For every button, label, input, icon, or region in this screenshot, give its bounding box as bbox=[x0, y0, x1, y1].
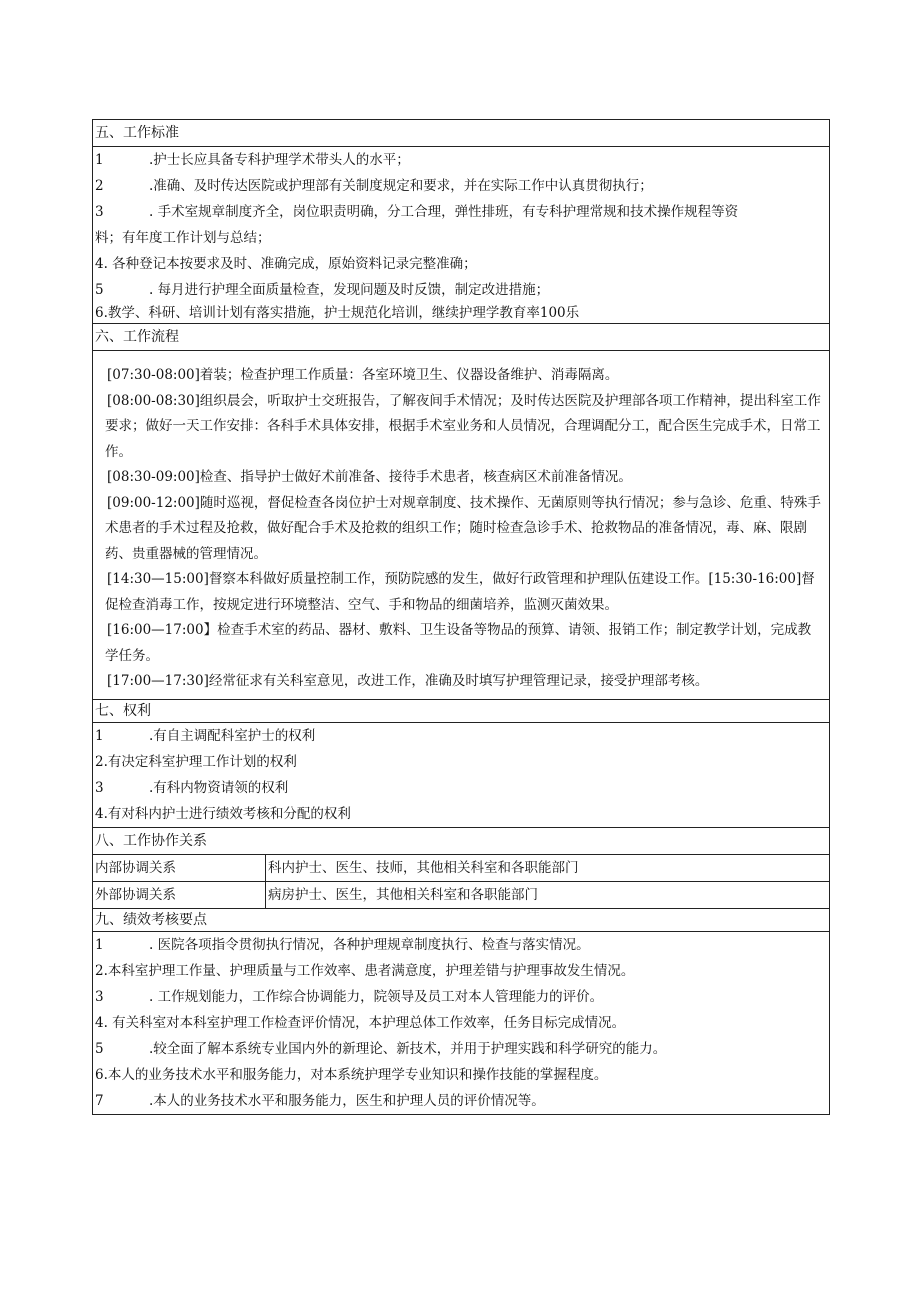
workflow-body bbox=[93, 351, 829, 700]
item-text: . 工作规划能力，工作综合协调能力，院领导及员工对本人管理能力的评价。 bbox=[149, 988, 604, 1005]
item-text: 2.有决定科室护理工作计划的权利 bbox=[95, 753, 297, 770]
workflow-paragraph: [14:30—15:00]督察本科做好质量控制工作，预防院感的发生，做好行政管理和护理队伍建设工作。[15:30-16:00]督促检查消毒工作，按规定进行环境整洁、空气、手和物品的细菌培养，监测灭菌效果。 bbox=[105, 571, 815, 613]
item-number: 3 bbox=[95, 204, 104, 220]
workflow-paragraph: [08:30-09:00]检查、指导护士做好术前准备、接待手术患者，核查病区术前准备情况。 bbox=[107, 469, 632, 485]
list-item bbox=[93, 984, 829, 1010]
list-item bbox=[93, 958, 829, 984]
workflow-paragraph: [07:30-08:00]着装；检查护理工作质量：各室环境卫生、仪器设备维护、消毒隔离。 bbox=[107, 367, 619, 383]
item-number: 5 bbox=[95, 282, 104, 298]
item-text: . 医院各项指令贯彻执行情况，各种护理规章制度执行、检查与落实情况。 bbox=[149, 936, 590, 953]
item-text: 2.本科室护理工作量、护理质量与工作效率、患者满意度，护理差错与护理事故发生情况。 bbox=[95, 962, 635, 979]
list-item-continued bbox=[93, 225, 829, 251]
list-item bbox=[93, 1010, 829, 1036]
list-item bbox=[93, 1062, 829, 1088]
cooperation-row-external bbox=[93, 882, 829, 909]
item-text: 料；有年度工作计划与总结； bbox=[95, 230, 271, 246]
list-item bbox=[93, 775, 829, 801]
list-item bbox=[93, 1088, 829, 1114]
item-text: 4. 各种登记本按要求及时、准确完成，原始资料记录完整准确； bbox=[95, 256, 477, 272]
item-text: 6.本人的业务技术水平和服务能力，对本系统护理学专业知识和操作技能的掌握程度。 bbox=[95, 1066, 608, 1083]
list-item bbox=[93, 1036, 829, 1062]
list-item bbox=[93, 199, 829, 225]
item-text: .有自主调配科室护士的权利 bbox=[149, 727, 316, 744]
list-item bbox=[93, 723, 829, 749]
workflow-paragraph: [09:00-12:00]随时巡视，督促检查各岗位护士对规章制度、技术操作、无菌原则等执行情况；参与急诊、危重、特殊手术患者的手术过程及抢救，做好配合手术及抢救的组织工作；随时检查急诊手术、抢救物品的准备情况，毒、麻、限剧药、贵重器械的管理情况。 bbox=[105, 494, 821, 562]
section-title-cooperation: 八、工作协作关系 bbox=[93, 828, 829, 855]
item-number: 1 bbox=[95, 152, 104, 168]
cooperation-value: 病房护士、医生，其他相关科室和各职能部门 bbox=[268, 886, 538, 903]
item-text: 4. 有关科室对本科室护理工作检查评价情况，本护理总体工作效率，任务目标完成情况。 bbox=[95, 1014, 626, 1031]
list-item bbox=[93, 801, 829, 828]
item-number: 5 bbox=[95, 1040, 104, 1057]
cooperation-key: 内部协调关系 bbox=[93, 855, 266, 881]
list-item bbox=[93, 251, 829, 277]
section-title-rights: 七、权利 bbox=[93, 700, 829, 723]
item-text: .本人的业务技术水平和服务能力，医生和护理人员的评价情况等。 bbox=[149, 1092, 545, 1109]
cooperation-value: 科内护士、医生、技师，其他相关科室和各职能部门 bbox=[268, 859, 579, 876]
item-number: 1 bbox=[95, 936, 104, 953]
item-number: 3 bbox=[95, 779, 104, 796]
list-item bbox=[93, 277, 829, 303]
cooperation-key: 外部协调关系 bbox=[93, 882, 266, 908]
workflow-paragraph: [08:00-08:30]组织晨会，听取护士交班报告，了解夜间手术情况；及时传达医院及护理部各项工作精神，提出科室工作要求；做好一天工作安排：各科手术具体安排，根据手术室业务和人员情况，合理调配分工，配合医生完成手术，日常工作。 bbox=[105, 392, 821, 460]
item-number: 7 bbox=[95, 1092, 104, 1109]
workflow-paragraph: [16:00—17:00】检查手术室的药品、器材、敷料、卫生设备等物品的预算、请领、报销工作；制定教学计划，完成教学任务。 bbox=[105, 622, 812, 664]
item-number: 2 bbox=[95, 178, 104, 194]
item-text: .护士长应具备专科护理学术带头人的水平； bbox=[149, 152, 410, 168]
item-text: .有科内物资请领的权利 bbox=[149, 779, 289, 796]
list-item bbox=[93, 749, 829, 775]
item-text: 6.教学、科研、培训计划有落实措施，护士规范化培训，继续护理学教育率100乐 bbox=[95, 305, 580, 321]
list-item bbox=[93, 303, 829, 324]
section-title-assessment: 九、绩效考核要点 bbox=[93, 909, 829, 932]
job-description-table bbox=[92, 119, 830, 1115]
item-text: . 手术室规章制度齐全，岗位职责明确，分工合理，弹性排班，有专科护理常规和技术操作规程等资 bbox=[149, 204, 739, 220]
item-text: 4.有对科内护士进行绩效考核和分配的权利 bbox=[95, 805, 351, 822]
section-title-workflow: 六、工作流程 bbox=[93, 324, 829, 351]
section-title-standards: 五、工作标准 bbox=[93, 120, 829, 147]
workflow-paragraph: [17:00—17:30]经常征求有关科室意见，改进工作，准确及时填写护理管理记录，接受护理部考核。 bbox=[107, 673, 709, 689]
item-text: . 每月进行护理全面质量检查，发现问题及时反馈，制定改进措施； bbox=[149, 282, 550, 298]
list-item bbox=[93, 932, 829, 958]
item-number: 3 bbox=[95, 988, 104, 1005]
list-item bbox=[93, 147, 829, 173]
item-text: .准确、及时传达医院或护理部有关制度规定和要求，并在实际工作中认真贯彻执行； bbox=[149, 178, 653, 194]
item-text: .较全面了解本系统专业国内外的新理论、新技术，并用于护理实践和科学研究的能力。 bbox=[149, 1040, 667, 1057]
item-number: 1 bbox=[95, 727, 104, 744]
cooperation-row-internal bbox=[93, 855, 829, 882]
list-item bbox=[93, 173, 829, 199]
